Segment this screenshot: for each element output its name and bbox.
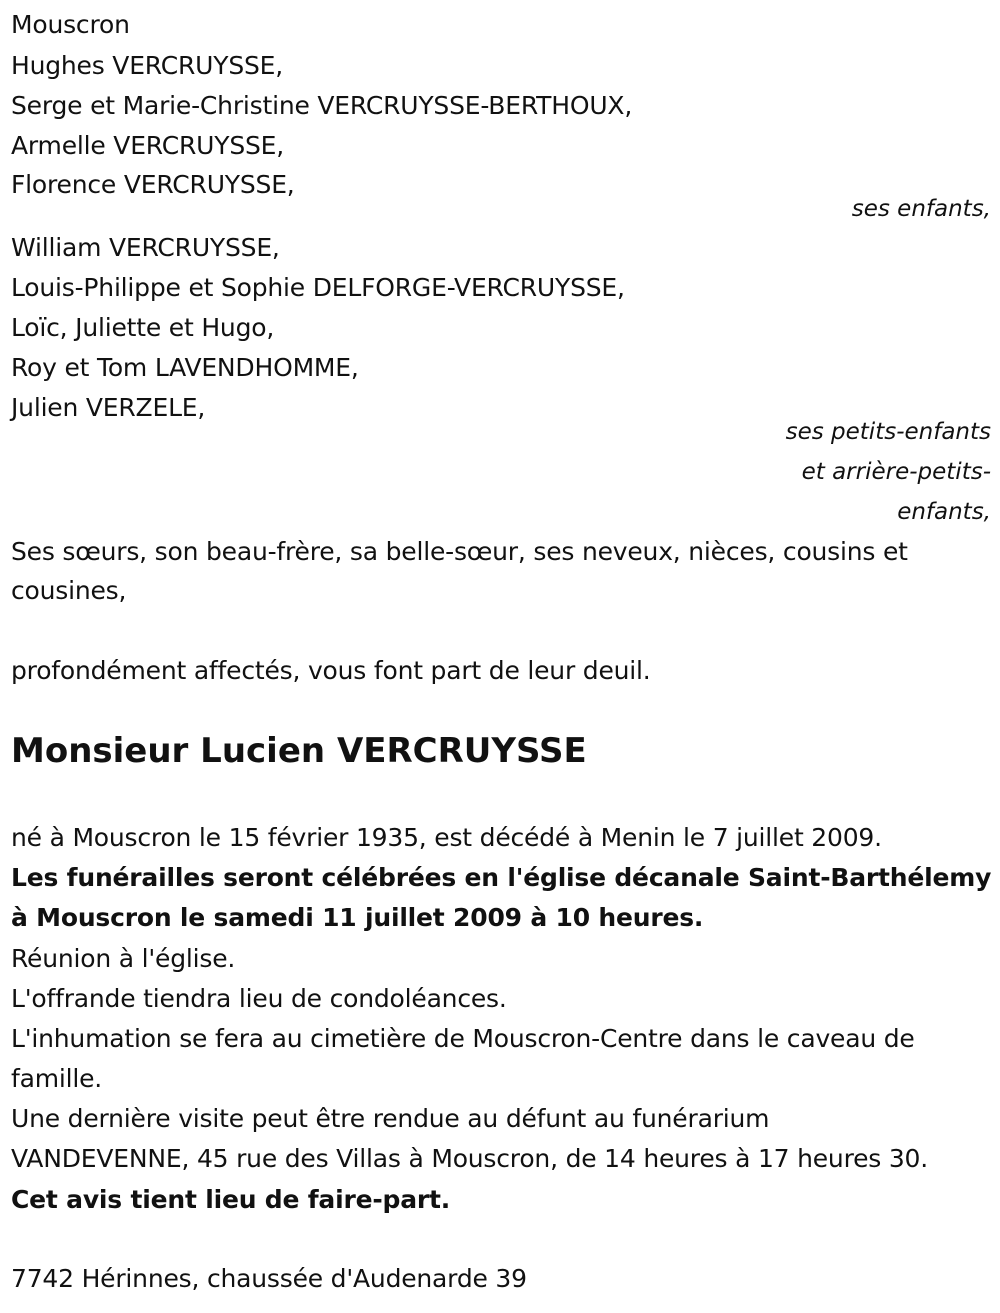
announcement-text: profondément affectés, vous font part de leur deuil. (11, 656, 651, 685)
grandchild-name: Julien VERZELE, (11, 393, 206, 422)
grandchild-name: Loïc, Juliette et Hugo, (11, 313, 275, 342)
grandchild-name: Louis-Philippe et Sophie DELFORGE-VERCRUYSSE, (11, 273, 625, 302)
child-name: Florence VERCRUYSSE, (11, 170, 295, 199)
grandchildren-relation-label: ses petits-enfants (785, 419, 991, 445)
deceased-name: Monsieur Lucien VERCRUYSSE (11, 731, 587, 771)
burial-line: famille. (11, 1064, 103, 1093)
grandchild-name: Roy et Tom LAVENDHOMME, (11, 353, 359, 382)
child-name: Hughes VERCRUYSSE, (11, 51, 284, 80)
visit-line: Une dernière visite peut être rendue au défunt au funérarium (11, 1104, 770, 1133)
birth-death-line: né à Mouscron le 15 février 1935, est décédé à Menin le 7 juillet 2009. (11, 823, 882, 852)
family-line: Ses sœurs, son beau-frère, sa belle-sœur, ses neveux, nièces, cousins et (11, 537, 908, 566)
child-name: Armelle VERCRUYSSE, (11, 131, 284, 160)
meeting-line: Réunion à l'église. (11, 944, 236, 973)
children-relation-label: ses enfants, (851, 196, 991, 222)
child-name: Serge et Marie-Christine VERCRUYSSE-BERTHOUX, (11, 91, 633, 120)
notice-line: Cet avis tient lieu de faire-part. (11, 1185, 451, 1214)
grandchild-name: William VERCRUYSSE, (11, 233, 280, 262)
city-heading: Mouscron (11, 10, 130, 39)
offering-line: L'offrande tiendra lieu de condoléances. (11, 984, 507, 1013)
address-line: 7742 Hérinnes, chaussée d'Audenarde 39 (11, 1264, 527, 1293)
funeral-line: à Mouscron le samedi 11 juillet 2009 à 10 heures. (11, 903, 704, 932)
funeral-line: Les funérailles seront célébrées en l'église décanale Saint-Barthélemy (11, 863, 992, 892)
family-line: cousines, (11, 576, 127, 605)
grandchildren-relation-label: enfants, (897, 499, 991, 525)
burial-line: L'inhumation se fera au cimetière de Mouscron-Centre dans le caveau de (11, 1024, 915, 1053)
visit-line: VANDEVENNE, 45 rue des Villas à Mouscron, de 14 heures à 17 heures 30. (11, 1144, 929, 1173)
grandchildren-relation-label: et arrière-petits- (801, 459, 991, 485)
